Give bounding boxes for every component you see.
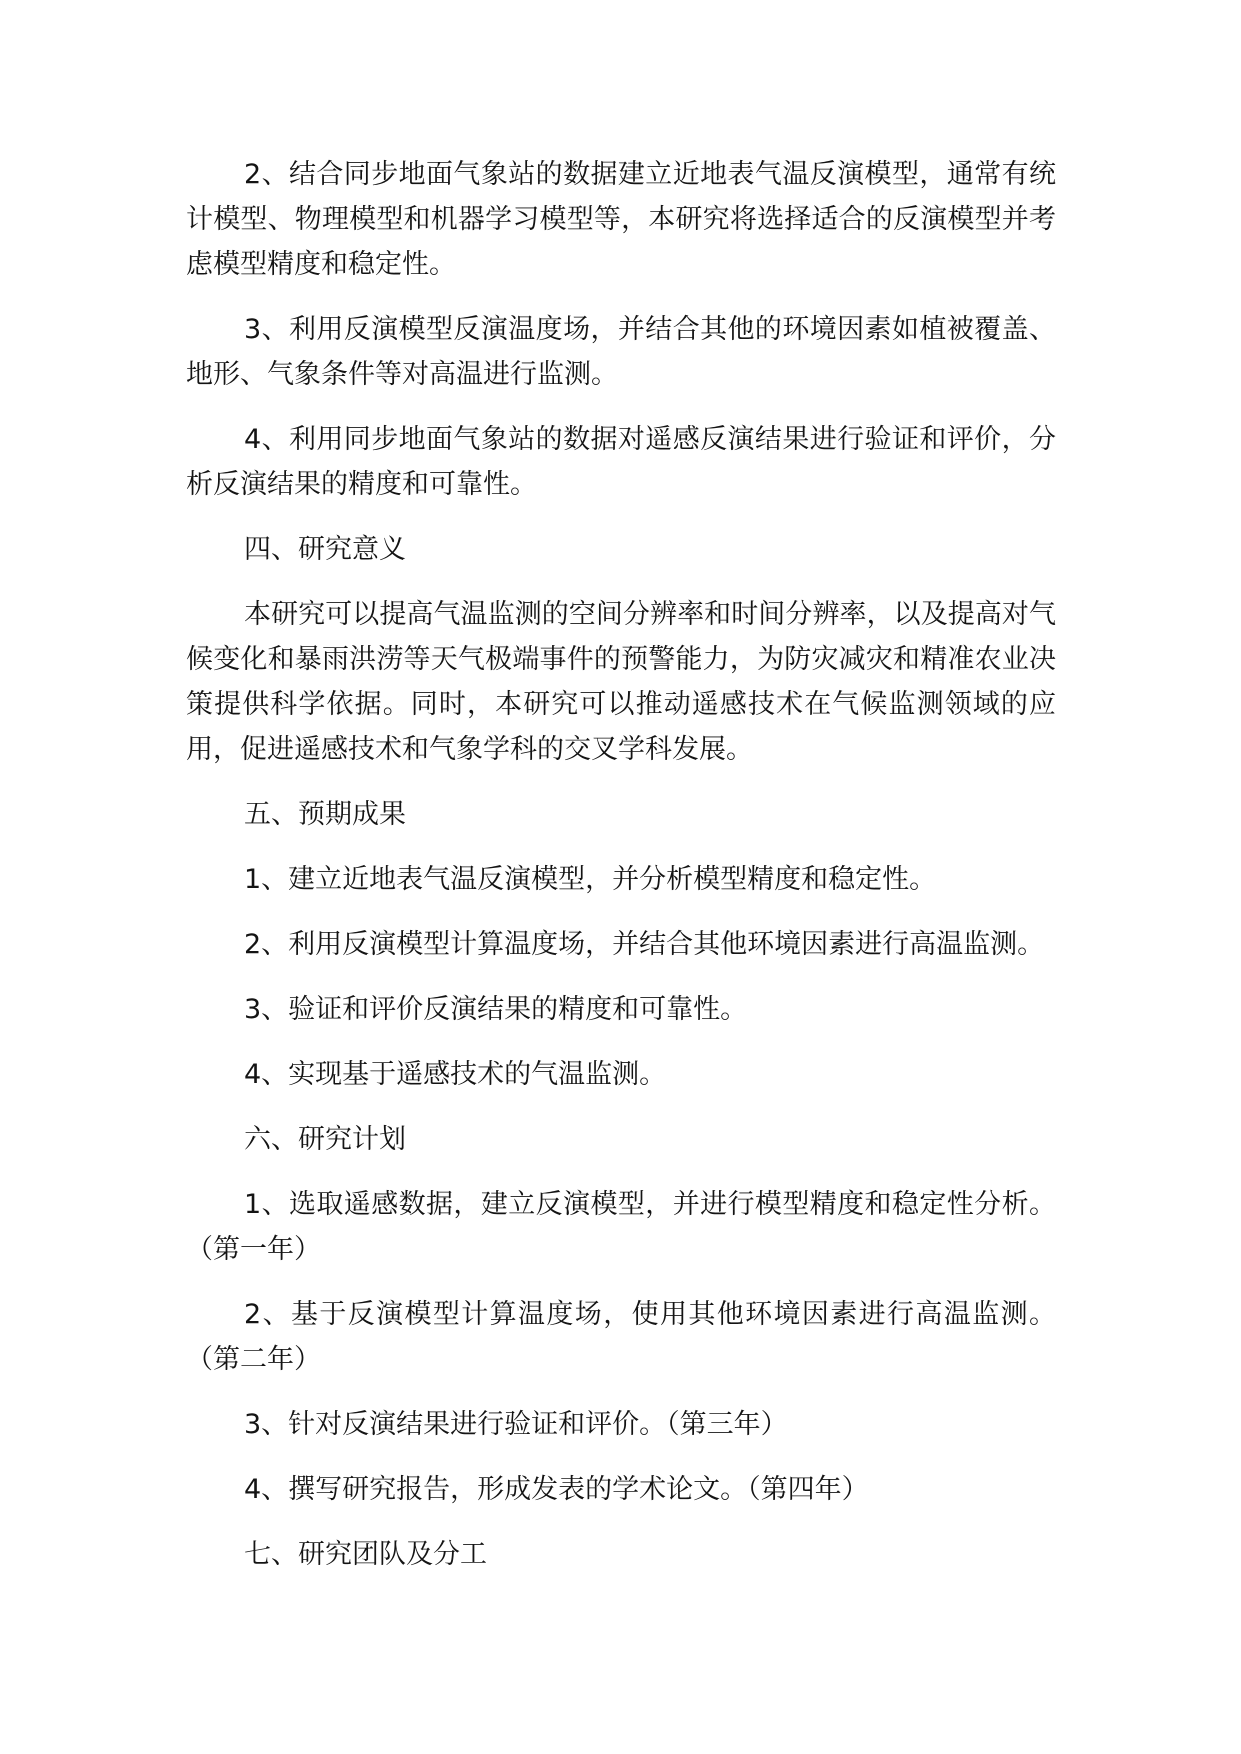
document-body: [186, 152, 1056, 1597]
section-heading-research-team: 七、研究团队及分工: [244, 1539, 487, 1570]
paragraph-method-3: 3、利用反演模型反演温度场，并结合其他的环境因素如植被覆盖、地形、气象条件等对高温进行监测。: [186, 314, 1056, 390]
paragraph-plan-4: 4、撰写研究报告，形成发表的学术论文。（第四年）: [244, 1474, 869, 1505]
paragraph-plan-2: 2、基于反演模型计算温度场，使用其他环境因素进行高温监测。（第二年）: [186, 1299, 1056, 1375]
paragraph-plan-3: 3、针对反演结果进行验证和评价。（第三年）: [244, 1409, 788, 1440]
paragraph-significance: 本研究可以提高气温监测的空间分辨率和时间分辨率，以及提高对气候变化和暴雨洪涝等天气极端事件的预警能力，为防灾减灾和精准农业决策提供科学依据。同时，本研究可以推动遥感技术在气候监测领域的应用，促进遥感技术和气象学科的交叉学科发展。: [186, 599, 1056, 765]
section-heading-significance: 四、研究意义: [244, 534, 406, 565]
section-heading-expected-results: 五、预期成果: [244, 799, 406, 830]
paragraph-result-3: 3、验证和评价反演结果的精度和可靠性。: [244, 994, 748, 1025]
paragraph-method-2: 2、结合同步地面气象站的数据建立近地表气温反演模型，通常有统计模型、物理模型和机器学习模型等，本研究将选择适合的反演模型并考虑模型精度和稳定性。: [186, 159, 1056, 280]
paragraph-plan-1: 1、选取遥感数据，建立反演模型，并进行模型精度和稳定性分析。（第一年）: [186, 1189, 1056, 1265]
section-heading-research-plan: 六、研究计划: [244, 1124, 406, 1155]
paragraph-result-1: 1、建立近地表气温反演模型，并分析模型精度和稳定性。: [244, 864, 937, 895]
paragraph-result-4: 4、实现基于遥感技术的气温监测。: [244, 1059, 667, 1090]
paragraph-method-4: 4、利用同步地面气象站的数据对遥感反演结果进行验证和评价，分析反演结果的精度和可靠性。: [186, 424, 1056, 500]
paragraph-result-2: 2、利用反演模型计算温度场，并结合其他环境因素进行高温监测。: [244, 929, 1045, 960]
